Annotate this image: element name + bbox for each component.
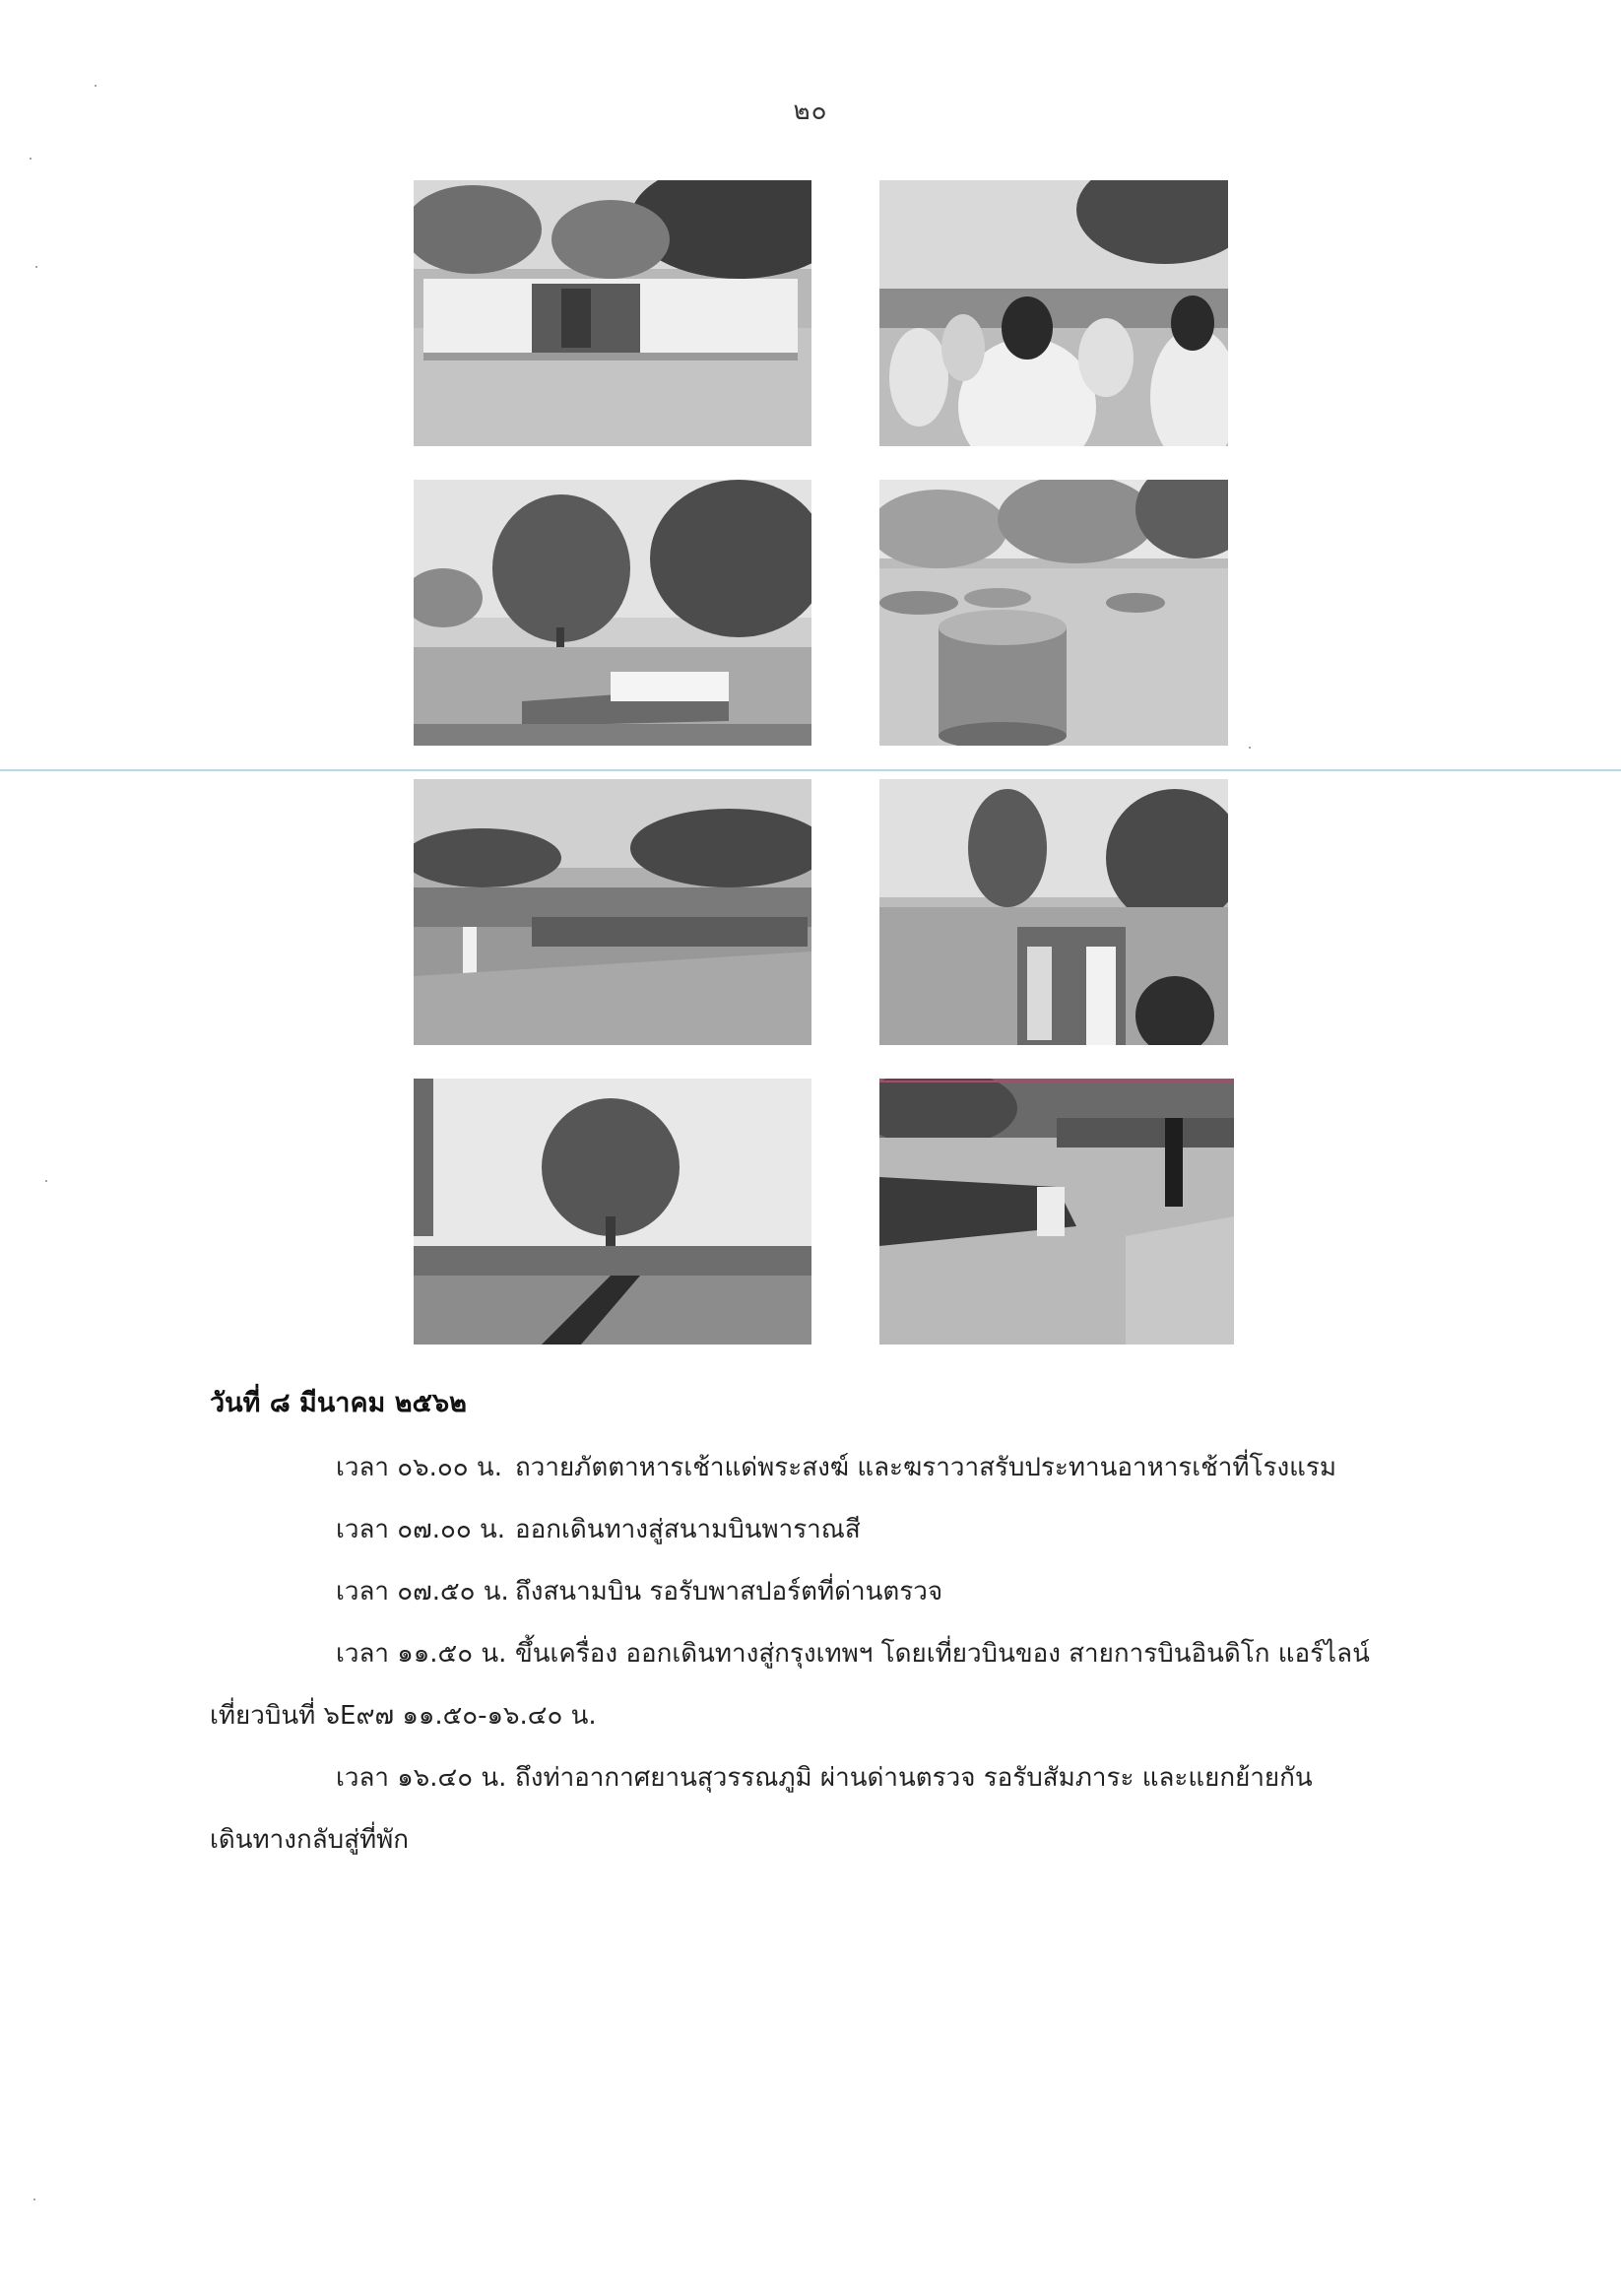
scan-speck: [30, 158, 32, 160]
schedule-time: เวลา ๑๑.๕๐ น.: [336, 1639, 507, 1669]
schedule-text: ออกเดินทางสู่สนามบินพาราณสี: [515, 1515, 861, 1544]
scan-artifact-line: [0, 769, 1621, 771]
schedule-item: [336, 1571, 942, 1611]
schedule-time: เวลา ๑๖.๔๐ น.: [336, 1763, 507, 1793]
schedule-text: ถึงท่าอากาศยานสุวรรณภูมิ ผ่านด่านตรวจ รอรับสัมภาระ และแยกย้ายกัน: [515, 1763, 1313, 1793]
schedule-time: เวลา ๐๗.๐๐ น.: [336, 1515, 506, 1544]
photo-park-walkers: [414, 779, 811, 1045]
schedule-continuation-return: เดินทางกลับสู่ที่พัก: [210, 1825, 410, 1855]
scan-speck: [1249, 747, 1251, 749]
photo-great-tree: [414, 1079, 811, 1345]
schedule-text: ขึ้นเครื่อง ออกเดินทางสู่กรุงเทพฯ โดยเที่ยวบินของ สายการบินอินดิโก แอร์ไลน์: [515, 1639, 1370, 1669]
photo-stone-platform: [879, 1079, 1234, 1345]
photo-garden-tree: [414, 480, 811, 746]
scan-speck: [35, 266, 37, 268]
scan-speck: [33, 2198, 35, 2200]
schedule-item: [336, 1509, 861, 1549]
section-heading-date: วันที่ ๘ มีนาคม ๒๕๖๒: [210, 1388, 467, 1418]
schedule-time: เวลา ๐๗.๕๐ น.: [336, 1577, 509, 1607]
scan-speck: [95, 85, 97, 87]
scan-speck: [45, 1180, 47, 1182]
schedule-text: ถึงสนามบิน รอรับพาสปอร์ตที่ด่านตรวจ: [515, 1577, 943, 1607]
schedule-item: [336, 1633, 1370, 1673]
page-number: ๒๐: [793, 97, 828, 126]
schedule-continuation-flight: เที่ยวบินที่ ๖E๙๗ ๑๑.๕๐-๑๖.๔๐ น.: [210, 1701, 597, 1731]
schedule-text: ถวายภัตตาหารเช้าแด่พระสงฆ์ และฆราวาสรับประทานอาหารเช้าที่โรงแรม: [515, 1453, 1337, 1482]
schedule-time: เวลา ๐๖.๐๐ น.: [336, 1453, 502, 1482]
photo-ruins: [879, 480, 1228, 746]
schedule-item: [336, 1447, 1336, 1487]
photo-seated-group: [879, 180, 1228, 446]
photo-visitors-path: [879, 779, 1228, 1045]
photo-pilgrims-ceremony: [414, 180, 811, 446]
schedule-item: [336, 1757, 1313, 1798]
